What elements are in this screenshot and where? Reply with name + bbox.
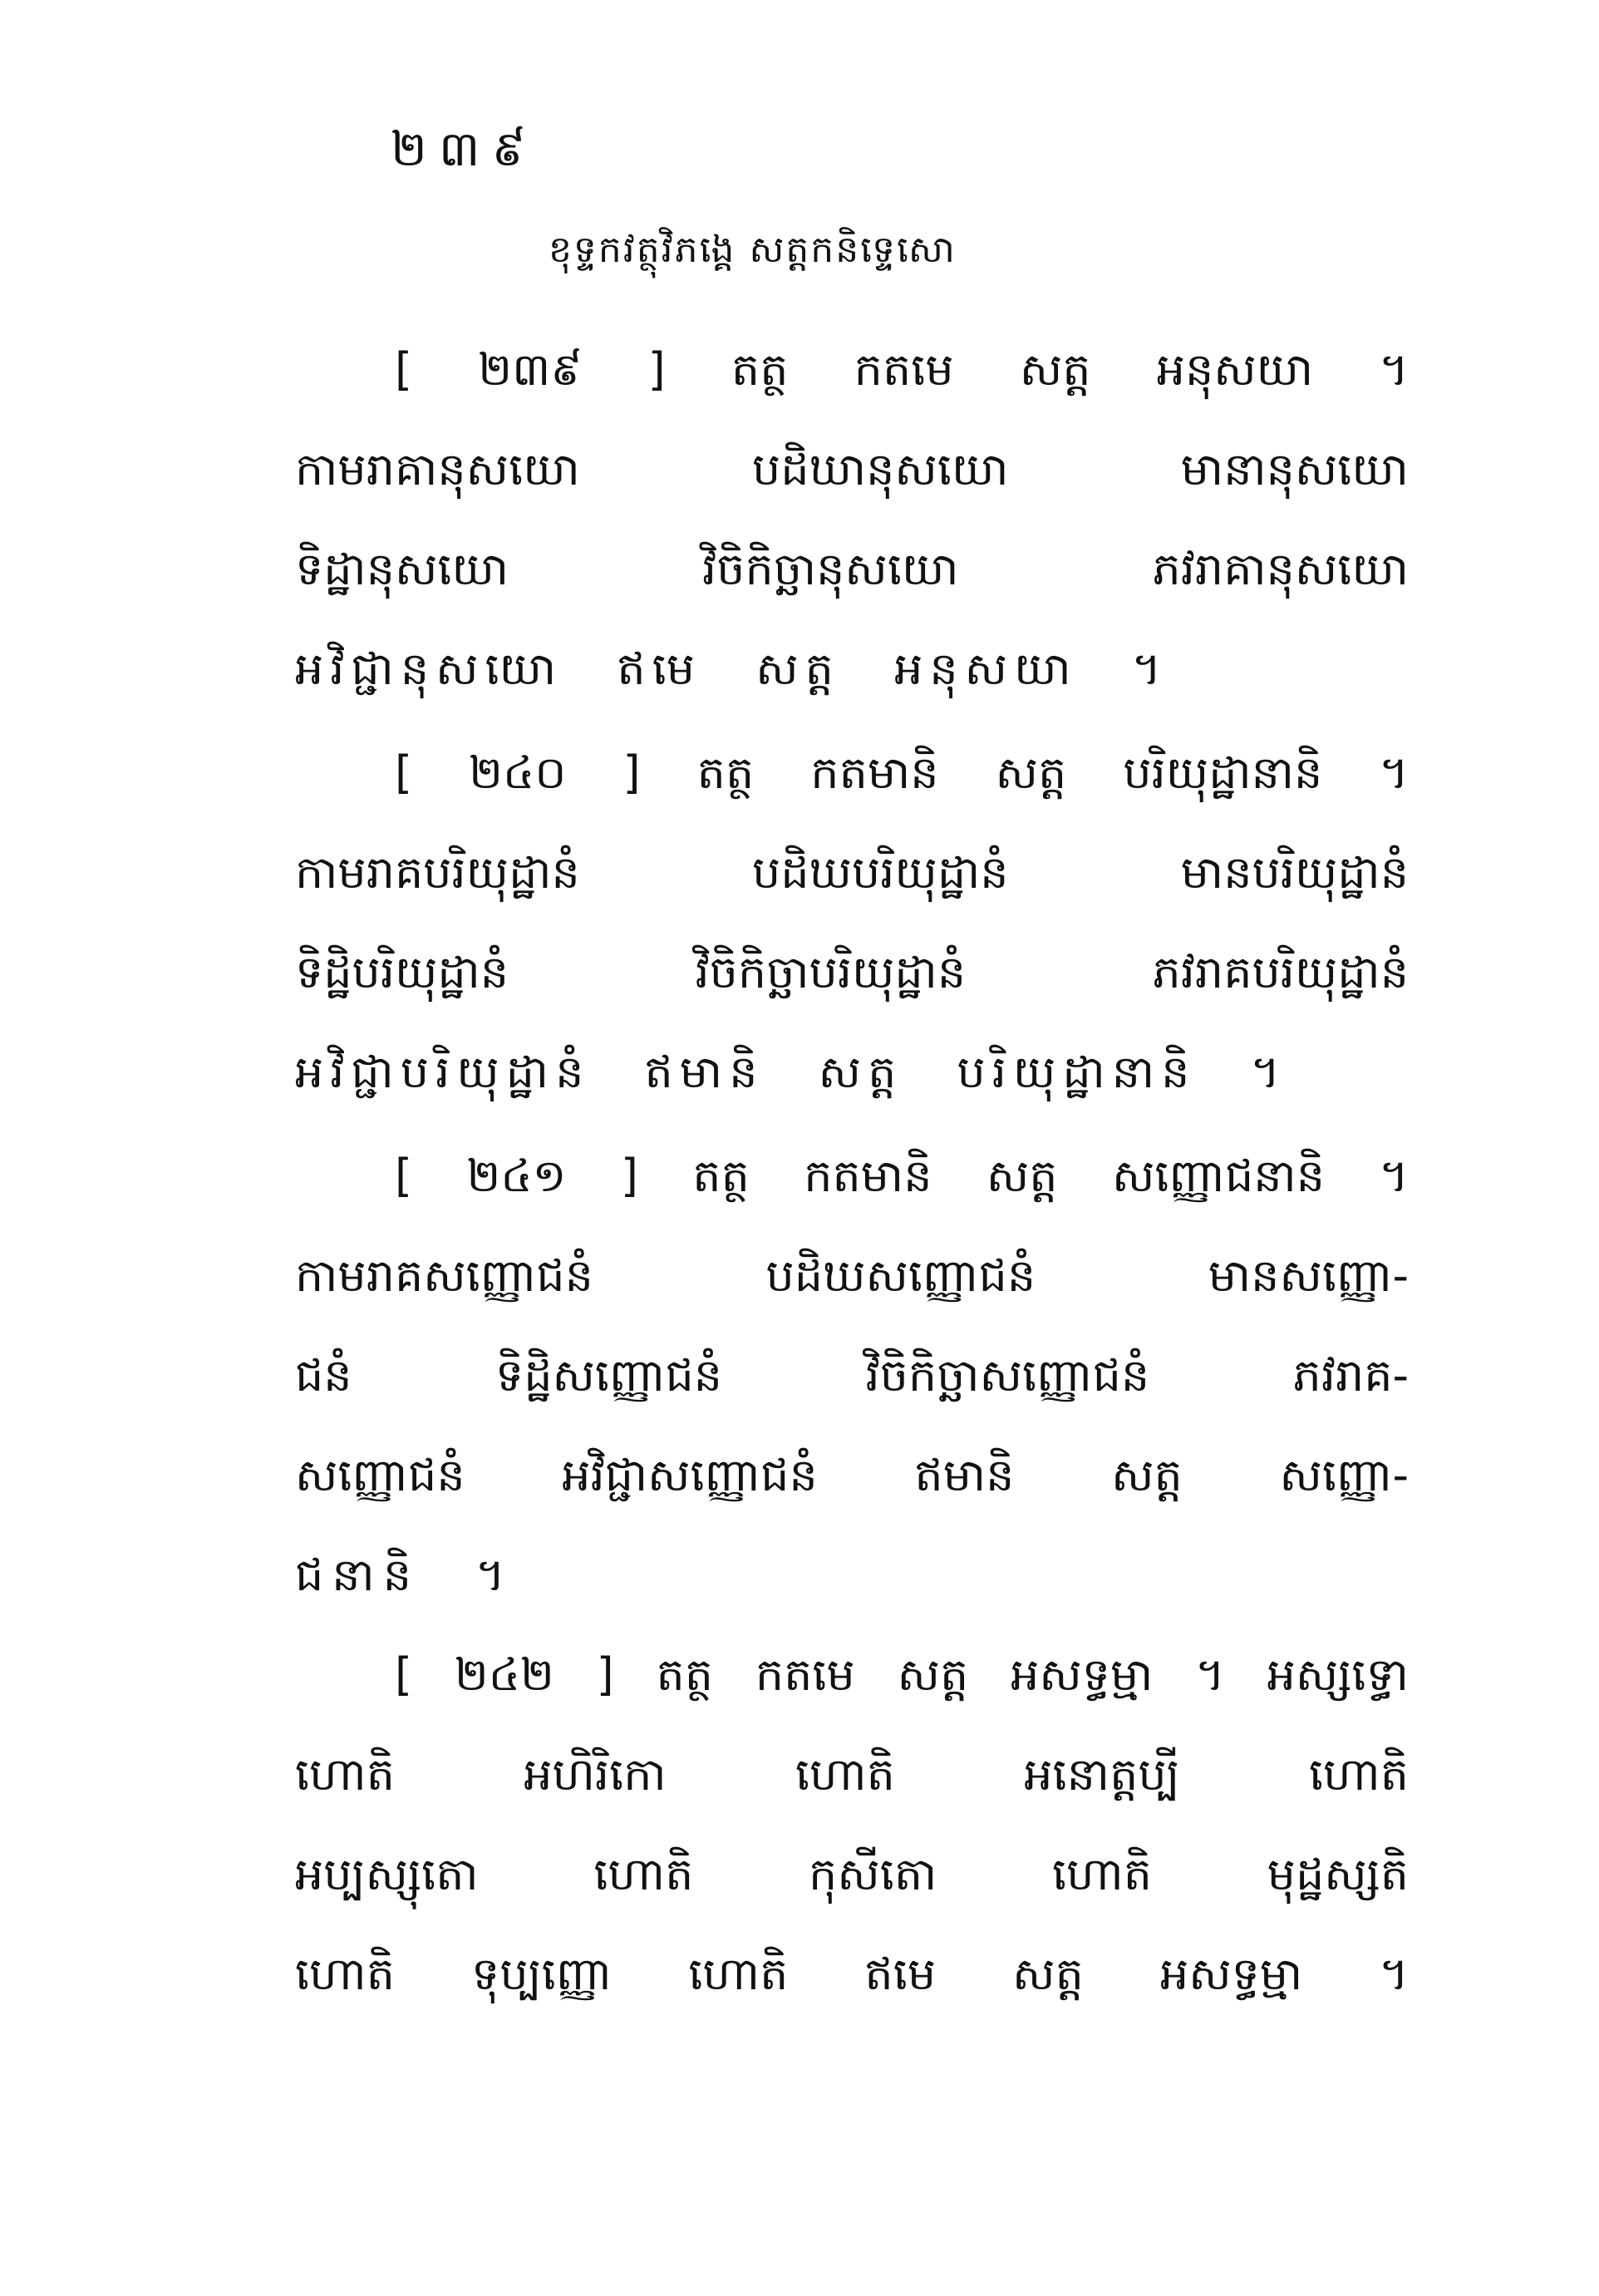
section-heading: ខុទ្ទកវត្ថុវិភង្គេ សត្តកនិទ្ទេសោ <box>549 229 957 271</box>
paragraph-239 <box>295 320 1409 719</box>
paragraph-240 <box>295 723 1409 1122</box>
text-line: កាមរាគបរិយុដ្ឋានំ បដិឃបរិយុដ្ឋានំ មានបរិយុដ្ឋានំ <box>295 846 1409 899</box>
text-line: ទិដ្ឋានុសយោ វិចិកិច្ឆានុសយោ ភវរាគានុសយោ <box>295 543 1409 595</box>
text-line: [ ២៤១ ] តត្ថ កតមានិ សត្ត សញ្ញោជនានិ ។ <box>395 1150 1409 1202</box>
text-line: កាមរាគានុសយោ បដិឃានុសយោ មានានុសយោ <box>295 443 1409 495</box>
text-line: ជនំ ទិដ្ឋិសញ្ញោជនំ វិចិកិច្ឆាសញ្ញោជនំ ភវរាគ- <box>295 1349 1409 1402</box>
paragraph-241 <box>295 1126 1409 1625</box>
text-line: ជនានិ ។ <box>295 1549 514 1601</box>
text-line: សញ្ញោជនំ អវិជ្ជាសញ្ញោជនំ ឥមានិ សត្ត សញ្ញោ- <box>295 1449 1409 1501</box>
text-line: [ ២៤០ ] តត្ថ កតមានិ សត្ត បរិយុដ្ឋានានិ ។ <box>395 746 1409 799</box>
text-line: ហោតិ ទុប្បញ្ញោ ហោតិ ឥមេ សត្ត អសទ្ធម្មា ។ <box>295 1948 1409 2000</box>
text-line: [ ២៤២ ] តត្ថ កតមេ សត្ត អសទ្ធម្មា ។ អស្សទ្ធោ <box>395 1648 1409 1701</box>
text-line: អវិជ្ជានុសយោ ឥមេ សត្ត អនុសយា ។ <box>295 643 1168 695</box>
text-line: អប្បស្សុតោ ហោតិ កុសីតោ ហោតិ មុដ្ឋស្សតិ <box>295 1848 1409 1900</box>
text-line: ហោតិ អហិរិកោ ហោតិ អនោត្តប្បី ហោតិ <box>295 1748 1409 1801</box>
text-line: [ ២៣៩ ] តត្ថ កតមេ សត្ត អនុសយា ។ <box>395 343 1409 396</box>
page-number: ២៣៩ <box>391 121 538 177</box>
text-line: កាមរាគសញ្ញោជនំ បដិឃសញ្ញោជនំ មានសញ្ញោ- <box>295 1249 1409 1302</box>
text-line: ទិដ្ឋិបរិយុដ្ឋានំ វិចិកិច្ឆាបរិយុដ្ឋានំ ភវរាគបរិយុដ្ឋានំ <box>295 946 1409 998</box>
text-line: អវិជ្ជាបរិយុដ្ឋានំ ឥមានិ សត្ត បរិយុដ្ឋានានិ ។ <box>295 1046 1287 1098</box>
paragraph-242 <box>295 1625 1409 2024</box>
